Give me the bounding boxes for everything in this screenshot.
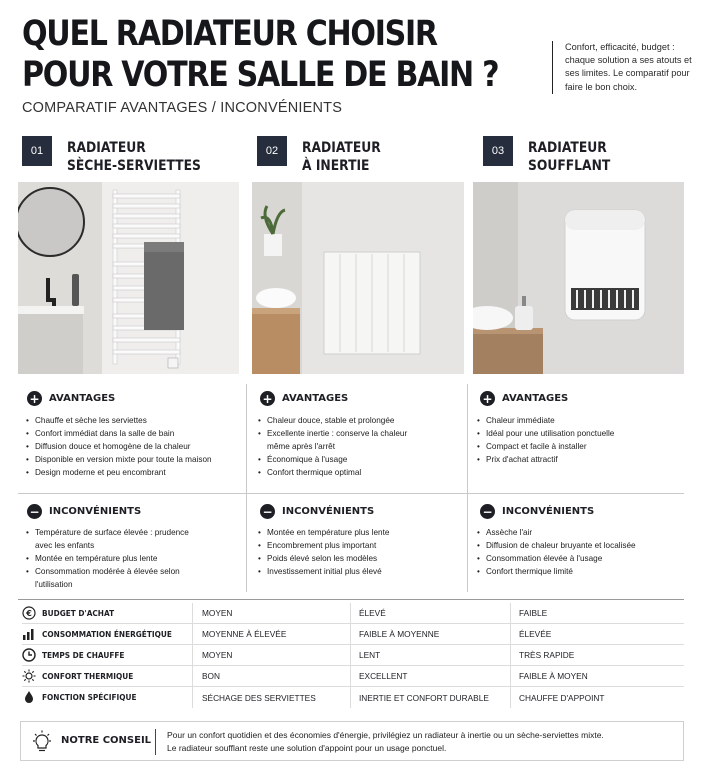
column-number-2: 02: [257, 136, 287, 166]
row-label: BUDGET D'ACHAT: [42, 608, 115, 618]
advantages-list-3: [477, 414, 677, 466]
list-item: • Idéal pour une utilisation ponctuelle: [477, 427, 677, 440]
list-item: • Excellente inertie : conserve la chaleur même après l'arrêt: [258, 427, 418, 453]
disadvantages-list-3: [477, 526, 682, 578]
list-item: • Compact et facile à installer: [477, 440, 677, 453]
plus-icon: +: [27, 391, 42, 406]
minus-icon: −: [260, 504, 275, 519]
row-label: FONCTION SPÉCIFIQUE: [42, 693, 137, 702]
towel-radiator-photo: [18, 182, 239, 374]
advice-text: [167, 729, 604, 754]
advantages-heading-3: [480, 391, 568, 406]
column-number-3: 03: [483, 136, 513, 166]
advantages-list-2: [258, 414, 418, 479]
page-title: [22, 14, 498, 96]
list-item: • Diffusion douce et homogène de la chaleur: [26, 440, 238, 453]
list-item: • Investissement initial plus élevé: [258, 565, 458, 578]
list-item: • Encombrement plus important: [258, 539, 458, 552]
advantages-label-2: AVANTAGES: [282, 393, 349, 404]
page-subtitle: COMPARATIF AVANTAGES / INCONVÉNIENTS: [22, 100, 343, 116]
list-item: • Chauffe et sèche les serviettes: [26, 414, 238, 427]
list-item: • Montée en température plus lente: [26, 552, 201, 565]
column-divider-2: [467, 384, 468, 592]
table-cell: ÉLEVÉE: [519, 629, 552, 639]
table-row: [22, 624, 684, 645]
disadvantages-label-1: INCONVÉNIENTS: [49, 506, 142, 517]
list-item: • Confort thermique limité: [477, 565, 682, 578]
advantages-heading-1: [27, 391, 115, 406]
disadvantages-heading-3: [480, 504, 594, 519]
table-top-divider: [18, 599, 684, 600]
table-cell: MOYEN: [202, 650, 233, 660]
row-label: CONSOMMATION ÉNERGÉTIQUE: [42, 629, 172, 639]
comparison-table: [22, 603, 684, 708]
list-item: • Consommation élevée à l'usage: [477, 552, 682, 565]
column-number-1: 01: [22, 136, 52, 166]
disadvantages-heading-1: [27, 504, 141, 519]
table-row: [22, 645, 684, 666]
table-cell: TRÈS RAPIDE: [519, 650, 575, 660]
list-item: • Consommation modérée à élevée selon l'utilisation: [26, 565, 201, 591]
table-cell: CHAUFFE D'APPOINT: [519, 692, 605, 703]
list-item: • Design moderne et peu encombrant: [26, 466, 238, 479]
bar-chart-icon: [22, 627, 36, 641]
table-cell: FAIBLE À MOYEN: [519, 671, 588, 681]
column-title-1-line-1: RADIATEUR: [67, 140, 146, 156]
list-item: • Prix d'achat attractif: [477, 453, 677, 466]
list-item: • Poids élevé selon les modèles: [258, 552, 458, 565]
inertia-radiator-photo: [252, 182, 464, 374]
table-cell: SÉCHAGE DES SERVIETTES: [202, 692, 316, 703]
plus-icon: +: [480, 391, 495, 406]
table-cell: EXCELLENT: [359, 671, 408, 681]
advice-label: NOTRE CONSEIL: [61, 735, 152, 746]
table-cell: LENT: [359, 650, 381, 660]
table-row: [22, 687, 684, 708]
plus-icon: +: [260, 391, 275, 406]
list-item: • Disponible en version mixte pour toute la maison: [26, 453, 238, 466]
euro-icon: [22, 606, 36, 620]
row-label: TEMPS DE CHAUFFE: [42, 650, 125, 660]
row-label: CONFORT THERMIQUE: [42, 671, 134, 681]
advantages-heading-2: [260, 391, 348, 406]
column-title-2-line-2: À INERTIE: [302, 158, 370, 174]
disadvantages-label-3: INCONVÉNIENTS: [502, 506, 595, 517]
clock-icon: [22, 648, 36, 662]
fan-heater-photo: [473, 182, 684, 374]
table-cell: FAIBLE À MOYENNE: [359, 629, 440, 639]
table-cell: ÉLEVÉ: [359, 608, 386, 618]
minus-icon: −: [27, 504, 42, 519]
column-title-2-line-1: RADIATEUR: [302, 140, 381, 156]
column-title-1: [67, 139, 201, 175]
table-cell: BON: [202, 671, 220, 681]
advice-line-1: Pour un confort quotidien et des économies d'énergie, privilégiez un radiateur à inertie ou un sèche-serviettes mixte.: [167, 730, 604, 740]
title-line-1: QUEL RADIATEUR CHOISIR: [22, 14, 437, 54]
disadvantages-heading-2: [260, 504, 374, 519]
list-item: • Assèche l'air: [477, 526, 682, 539]
advantages-list-1: [26, 414, 238, 479]
list-item: • Chaleur douce, stable et prolongée: [258, 414, 418, 427]
column-title-3-line-1: RADIATEUR: [528, 140, 607, 156]
minus-icon: −: [480, 504, 495, 519]
sun-icon: [22, 669, 36, 683]
table-cell: INERTIE ET CONFORT DURABLE: [359, 692, 489, 703]
table-cell: MOYEN: [202, 608, 233, 618]
lightbulb-icon: [31, 730, 53, 754]
list-item: • Chaleur immédiate: [477, 414, 677, 427]
column-title-3: [528, 139, 610, 175]
advantages-label-3: AVANTAGES: [502, 393, 569, 404]
advice-box: [20, 721, 684, 761]
advice-divider: [155, 729, 156, 755]
list-item: • Confort thermique optimal: [258, 466, 418, 479]
disadvantages-label-2: INCONVÉNIENTS: [282, 506, 375, 517]
column-title-2: [302, 139, 381, 175]
table-row: [22, 603, 684, 624]
list-item: • Économique à l'usage: [258, 453, 418, 466]
column-divider-1: [246, 384, 247, 592]
table-row: [22, 666, 684, 687]
drop-icon: [22, 690, 36, 704]
title-line-2: POUR VOTRE SALLE DE BAIN ?: [22, 55, 499, 95]
list-item: • Confort immédiat dans la salle de bain: [26, 427, 238, 440]
section-divider: [18, 493, 684, 494]
table-cell: MOYENNE À ÉLEVÉE: [202, 629, 287, 639]
advice-line-2: Le radiateur soufflant reste une solution d'appoint pour un usage ponctuel.: [167, 742, 447, 753]
list-item: • Montée en température plus lente: [258, 526, 458, 539]
list-item: • Diffusion de chaleur bruyante et localisée: [477, 539, 682, 552]
disadvantages-list-1: [26, 526, 201, 591]
column-title-3-line-2: SOUFFLANT: [528, 158, 611, 174]
intro-text: Confort, efficacité, budget : chaque solution a ses atouts et ses limites. Le comparatif pour faire le bon choix.: [552, 41, 692, 94]
table-cell: FAIBLE: [519, 608, 548, 618]
list-item: • Température de surface élevée : prudence avec les enfants: [26, 526, 201, 552]
column-title-1-line-2: SÈCHE-SERVIETTES: [67, 158, 201, 174]
disadvantages-list-2: [258, 526, 458, 578]
advantages-label-1: AVANTAGES: [49, 393, 116, 404]
svg-text:€: €: [26, 609, 32, 618]
